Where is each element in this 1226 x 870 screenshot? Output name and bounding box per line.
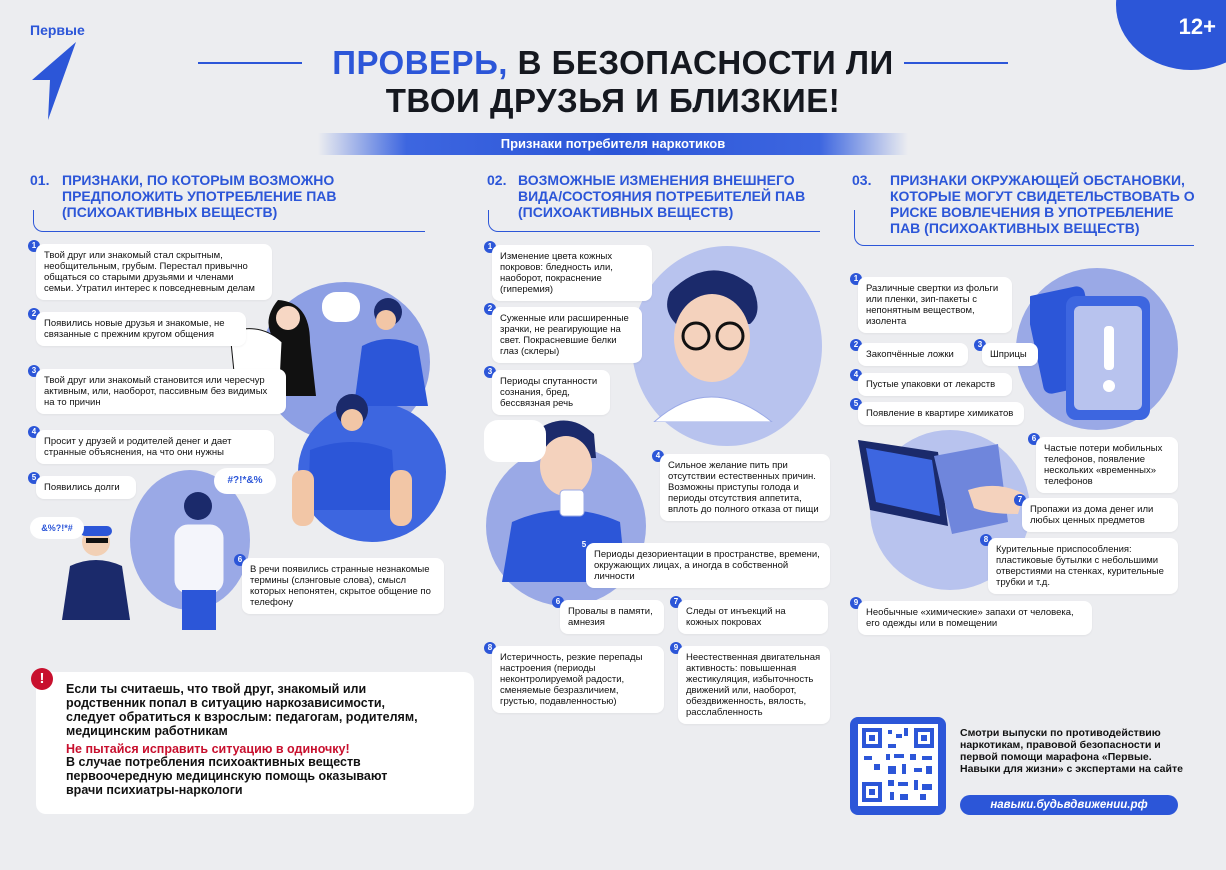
s1-item-1-card: Твой друг или знакомый стал скрытным, необщительным, грубым. Перестал привычно общаться со старыми друзьями и членами семьи. Утратил интерес к повседневным делам [36,244,272,300]
s1-item-4-number: 4 [28,426,40,438]
s3-item-8-number: 8 [980,534,992,546]
s2-item-4-card: Сильное желание пить при отсутствии естественных причин. Возможны приступы голода и периоды отсутствия аппетита, вплоть до полного отказа от пищи [660,454,830,521]
s1-item-6-number: 6 [234,554,246,566]
s3-item-9-number: 9 [850,597,862,609]
section-3-title: ПРИЗНАКИ ОКРУЖАЮЩЕЙ ОБСТАНОВКИ, КОТОРЫЕ МОГУТ СВИДЕТЕЛЬСТВОВАТЬ О РИСКЕ ВОВЛЕЧЕНИЯ В УПОТРЕБЛЕНИЕ ПАВ (ПСИХОАКТИВНЫХ ВЕЩЕСТВ) [890,172,1195,236]
s2-item-2-number: 2 [484,303,496,315]
s1-item-3-card: Твой друг или знакомый становится или чересчур активным, или, наоборот, пассивным без видимых на то причин [36,369,286,414]
section-1-rule [33,210,425,232]
exclamation-icon: ! [31,668,53,690]
s3-item-4-number: 4 [850,369,862,381]
s3-item-5-number: 5 [850,398,862,410]
s1-item-6-card: В речи появились странные незнакомые термины (слэнговые слова), смысл которых непонятен, скрытое общение по телефону [242,558,444,614]
s1-item-5-card: Появились долги [36,476,136,499]
s2-item-3-number: 3 [484,366,496,378]
page-title [250,44,976,120]
boy-pockets-illustration-icon [280,390,420,540]
section-3-number: 03. [852,172,872,188]
s3-item-1-number: 1 [850,273,862,285]
s2-item-5-card: Периоды дезориентации в пространстве, времени, окружающих лицах, а иногда в собственной личности [586,543,830,588]
s3-item-2-number: 2 [850,339,862,351]
s3-item-3-card: Шприцы [982,343,1038,366]
s2-item-5-number: 5 [578,539,590,551]
s3-item-2-card: Закопчённые ложки [858,343,968,366]
s2-item-8-number: 8 [484,642,496,654]
s3-item-5-card: Появление в квартире химикатов [858,402,1024,425]
s2-item-1-number: 1 [484,241,496,253]
s2-item-3-card: Периоды спутанности сознания, бред, бессвязная речь [492,370,610,415]
s2-item-7-number: 7 [670,596,682,608]
s3-item-1-card: Различные свертки из фольги или пленки, зип-пакеты с непонятным веществом, изолента [858,277,1012,333]
s2-item-7-card: Следы от инъекций на кожных покровах [678,600,828,634]
confused-thought-bubble-2 [484,420,546,462]
subtitle-bar: Признаки потребителя наркотиков [318,133,908,155]
s3-item-4-card: Пустые упаковки от лекарств [858,373,1012,396]
person-illustration-icon [160,490,240,630]
alert-warning: Не пытайся исправить ситуацию в одиночку! [66,742,350,756]
s3-item-8-card: Курительные приспособления: пластиковые бутылки с небольшими отверстиями на стенках, курительные трубки и т.д. [988,538,1178,594]
logo-arrow-icon [28,40,80,122]
s1-item-1-number: 1 [28,240,40,252]
s2-item-9-number: 9 [670,642,682,654]
section-2-title: ВОЗМОЖНЫЕ ИЗМЕНЕНИЯ ВНЕШНЕГО ВИДА/СОСТОЯНИЯ ПОТРЕБИТЕЛЕЙ ПАВ (ПСИХОАКТИВНЫХ ВЕЩЕСТВ) [518,172,806,220]
phone-alert-illustration-icon [1030,276,1170,426]
s2-item-9-card: Неестественная двигательная активность: повышенная жестикуляция, избыточность движений или, наоборот, обездвиженность, вялость, расслабленность [678,646,830,724]
section-2-rule [488,210,820,232]
s2-item-2-card: Суженные или расширенные зрачки, не реагирующие на свет. Покрасневшие белки глаз (склеры) [492,307,642,363]
wallet-illustration-icon [848,430,1028,550]
alert-main-text: Если ты считаешь, что твой друг, знакомый или родственник попал в ситуацию наркозависимости, следует обратиться к взрослым: педагогам, родителям, медицинским работникам [66,682,418,738]
speech-bubble-slang-2: &%?!*# [30,517,84,539]
title-line2: ТВОИ ДРУЗЬЯ И БЛИЗКИЕ! [385,82,841,119]
s3-item-3-number: 3 [974,339,986,351]
s2-item-6-number: 6 [552,596,564,608]
confused-thought-bubble [322,292,360,322]
s3-item-9-card: Необычные «химические» запахи от человека, его одежды или в помещении [858,601,1092,635]
speech-bubble-slang-1: #?!*&% [214,468,276,494]
s2-item-6-card: Провалы в памяти, амнезия [560,600,664,634]
section-3-rule [854,210,1194,246]
logo-text: Первые [30,22,85,38]
s2-item-8-card: Истеричность, резкие перепады настроения (периоды неконтролируемой радости, сменяемые безразличием, грустью, подавленностью) [492,646,664,713]
qr-code-icon [858,724,938,806]
s3-item-7-card: Пропажи из дома денег или любых ценных предметов [1022,498,1178,532]
website-link[interactable]: навыки.будьвдвижении.рф [960,795,1178,815]
alert-followup-text: В случае потребления психоактивных веществ первоочередную медицинскую помощь оказывают врачи психиатры-наркологи [66,755,388,797]
age-rating: 12+ [1178,14,1216,39]
promo-text: Смотри выпуски по противодействию наркотикам, правовой безопасности и первой помощи марафона «Первые. Навыки для жизни» с экспертами на сайте [960,727,1183,775]
s2-item-4-number: 4 [652,450,664,462]
glasses-guy-illustration-icon [640,252,790,422]
title-line1: В БЕЗОПАСНОСТИ ЛИ [517,44,894,81]
s3-item-6-number: 6 [1028,433,1040,445]
s1-item-2-card: Появились новые друзья и знакомые, не связанные с прежним кругом общения [36,312,246,346]
s1-item-3-number: 3 [28,365,40,377]
title-accent: ПРОВЕРЬ, [332,44,508,81]
s1-item-5-number: 5 [28,472,40,484]
s2-item-1-card: Изменение цвета кожных покровов: бледность или, наоборот, покраснение (гиперемия) [492,245,652,301]
s1-item-2-number: 2 [28,308,40,320]
section-1-title: ПРИЗНАКИ, ПО КОТОРЫМ ВОЗМОЖНО ПРЕДПОЛОЖИТЬ УПОТРЕБЛЕНИЕ ПАВ (ПСИХОАКТИВНЫХ ВЕЩЕСТВ) [62,172,337,220]
section-2-number: 02. [487,172,507,188]
s3-item-6-card: Частые потери мобильных телефонов, появление нескольких «временных» телефонов [1036,437,1178,493]
s3-item-7-number: 7 [1014,494,1026,506]
s1-item-4-card: Просит у друзей и родителей денег и дает странные объяснения, на что они нужны [36,430,274,464]
section-1-number: 01. [30,172,50,188]
